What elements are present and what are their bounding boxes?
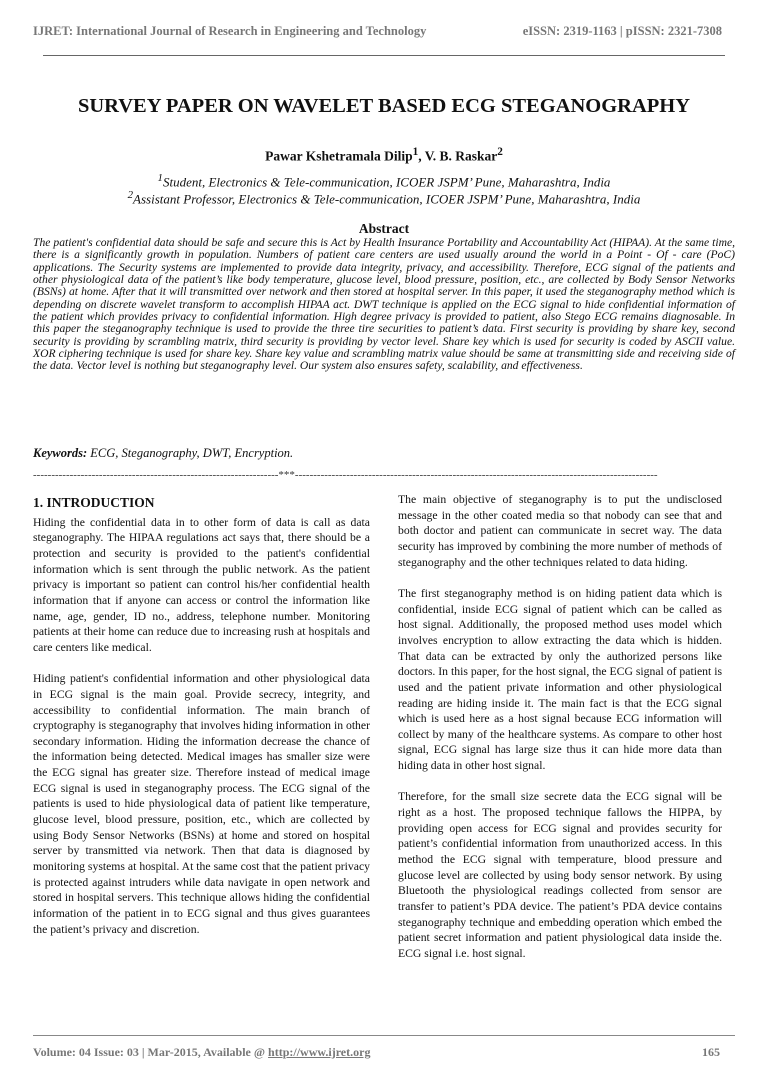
right-column <box>398 492 722 977</box>
keywords <box>33 446 293 461</box>
author-2: V. B. Raskar <box>424 148 498 164</box>
abstract-heading: Abstract <box>358 221 410 236</box>
author-1: Pawar Kshetramala Dilip <box>265 148 413 164</box>
paragraph: The main objective of steganography is to put the undisclosed message in the other coated media so that nobody can see that and both doctor and patient can communicate in secret way. The data security has improved by combining the more number of methods of steganography and the other techniques related to data hiding. <box>398 493 722 569</box>
keywords-text: ECG, Steganography, DWT, Encryption. <box>87 446 294 460</box>
author-2-sup: 2 <box>497 146 503 158</box>
affiliation-1-text: Student, Electronics & Tele-communication, ICOER JSPM’ Pune, Maharashtra, India <box>162 174 611 190</box>
section-separator: -------------------------------------------------------------------***--------------------------------------------------------------------------------------------------- <box>33 469 658 481</box>
keywords-label: Keywords: <box>33 446 88 460</box>
author-separator: , <box>418 148 425 164</box>
affiliation-1 <box>0 172 768 190</box>
footer-divider <box>33 1035 735 1036</box>
paragraph: Hiding the confidential data in to other form of data is call as data steganography. The HIPAA regulations act says that, there should be a protection and security is provided to the patient's confidential information which is sent through the public network. As the patient privacy is important so patient can control his/her confidential health information that if anyone can access or control the information like name, age, gender, ID no., address, telephone number. Monitoring patients at their home can reduce due to increasing rush at hospitals and care centers like medical. <box>33 515 370 654</box>
journal-name: IJRET: International Journal of Research in Engineering and Technology <box>33 24 427 38</box>
paragraph: Therefore, for the small size secrete data the ECG signal will be right as a host. The proposed technique fallows the HIPPA, by providing open access for ECG signal and provides security for patient’s confidential information from unauthorized access. In this method the ECG signal with temperature, blood pressure and glucose level are collected by using body sensor network. By using Bluetooth the physiological readings collected from sensor are transfer to patient’s PDA device. The patient’s PDA device contains steganography technique and embedding operation which embed the patient secret information and patient physiological data inside the. ECG signal i.e. host signal. <box>398 790 722 960</box>
left-column <box>33 495 370 953</box>
journal-link[interactable]: http://www.ijret.org <box>268 1045 371 1059</box>
paper-title: SURVEY PAPER ON WAVELET BASED ECG STEGANOGRAPHY <box>77 95 691 117</box>
page-number: 165 <box>702 1045 720 1059</box>
footer-volume-text: Volume: 04 Issue: 03 | Mar-2015, Available @ <box>33 1045 269 1059</box>
affiliation-2 <box>0 189 768 207</box>
authors <box>0 146 768 165</box>
affiliation-1-sup: 1 <box>157 172 163 184</box>
paragraph: The first steganography method is on hiding patient data which is confidential, inside ECG signal of patient which can be called as host signal. Additionally, the proposed method uses model which involves encryption to allow extracting the data which is hidden. That data can be extracted by only the authorized persons like doctors. In this paper, for the host signal, the ECG signal of patient is used and the patient private information and other physiological reading are hiding inside it. The main fact is that the ECG signal which is used here as a host signal because ECG information will collect by many of the healthcare systems. As compare to other host signal, ECG signal has large size thus it can hide more data than hiding data in other host signal. <box>398 586 722 773</box>
author-1-sup: 1 <box>412 146 419 158</box>
footer-volume <box>33 1045 370 1060</box>
abstract-body: The patient's confidential data should be safe and secure this is Act by Health Insurance Portability and Accountability Act (HIPAA). At the same time, there is a significantly growth in population. Numbers of patient care centers are used usually around the world in a Point - Of - care (PoC) applications. The Security systems are implemented to provide data integrity, privacy, and accessibility. Therefore, ECG signal of the patients and other physiological data of the patient’s like body temperature, glucose level, blood pressure, position, etc., are collected by Body Sensor Networks (BSNs) at home. After that it will transmitted over network and then stored at hospital server. In this paper, it used the steganography method which is depending on discrete wavelet transform to accomplish HIPAA act. DWT technique is applied on the ECG signal to hide confidential information of the patient which provides privacy to confidential information. High degree privacy is provided to patient, also Stego ECG remains diagnosable. In this paper the steganography technique is used to provide the three tire securities to patient’s data. First security is providing by share key, second security is providing by scrambling matrix, third security is providing by vector level. Share key which is used for security is coded by ASCII value. XOR ciphering technique is used for share key. Share key value and scrambling matrix value should be same at transmitting side and receiving side of the data. Vector level is nothing but steganography level. Our system also ensures safety, scalability, and effectiveness. <box>33 236 735 373</box>
affiliation-2-text: Assistant Professor, Electronics & Tele-communication, ICOER JSPM’ Pune, Maharashtra, India <box>133 191 641 207</box>
paragraph: Hiding patient's confidential information and other physiological data in ECG signal is the main goal. Provide secrecy, integrity, and accessibility to confidential information. The main branch of cryptography is steganography that involves hiding information in other secondary information. Hiding the information decrease the chance of the information being detected. Medical images has smaller size were the ECG signal has greater size. Therefore instead of medical image ECG signal is used in steganography process. The ECG signal of the patients is used to hide physiological data of patient like temperature, glucose level, blood pressure, position, etc., which are collected by using Body Sensor Networks (BSNs) at home and stored on hospital server by transmitted via network. Then that data is diagnosed by monitoring systems at hospital. At the same cost that the patient privacy is protected against intruders while data navigate in open network and stored in hospital servers. This technique allows hiding the confidential information of the patient in to ECG signal and thus gives guarantees the patient’s privacy and discretion. <box>33 672 370 936</box>
affiliation-2-sup: 2 <box>127 189 134 201</box>
header-divider <box>43 55 725 56</box>
issn: eISSN: 2319-1163 | pISSN: 2321-7308 <box>522 24 722 38</box>
introduction-heading: 1. INTRODUCTION <box>33 495 155 510</box>
